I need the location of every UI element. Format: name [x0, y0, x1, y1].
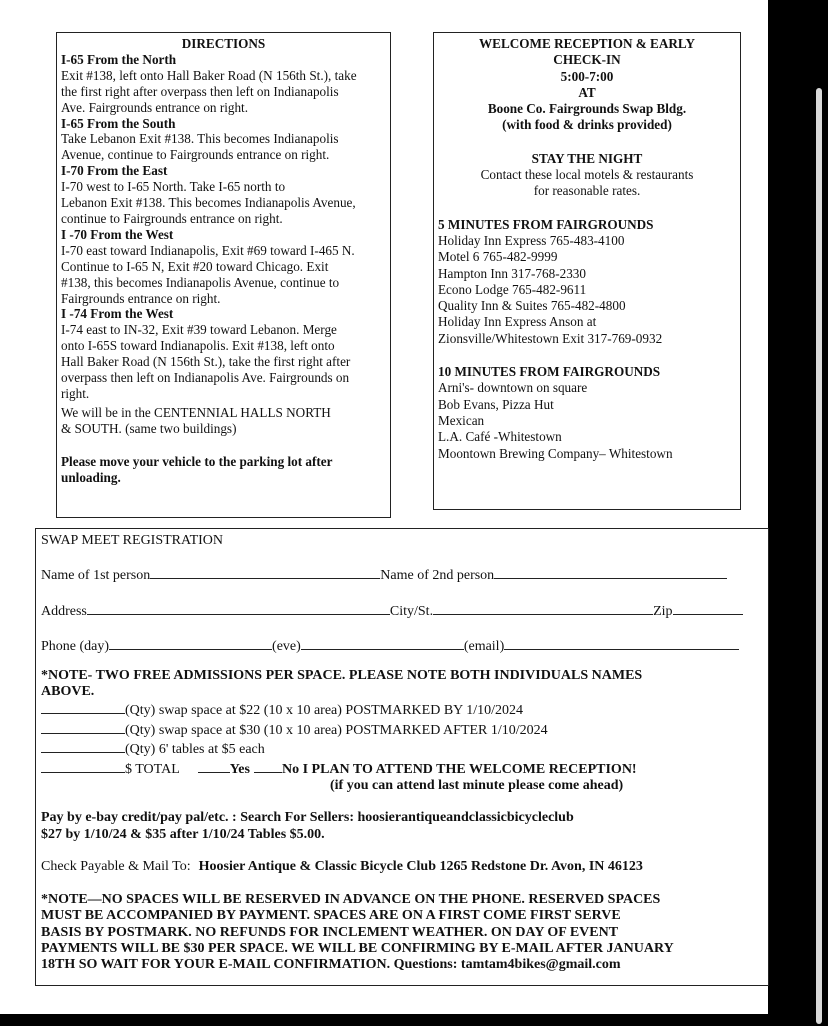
total-field[interactable] — [41, 759, 125, 773]
direction-line: I-70 east toward Indianapolis, Exit #69 toward I-465 N. — [61, 242, 355, 258]
restaurant-item: Bob Evans, Pizza Hut — [438, 396, 554, 412]
address-row — [41, 601, 763, 620]
name2-field[interactable] — [494, 565, 727, 579]
restaurant-item: Arni's- downtown on square — [438, 380, 588, 396]
direction-line: Fairgrounds entrance on right. — [61, 290, 221, 306]
reservation-note-line: PAYMENTS WILL BE $30 PER SPACE. WE WILL BE CONFIRMING BY E-MAIL AFTER JANUARY — [41, 940, 674, 956]
email-field[interactable] — [504, 636, 739, 650]
welcome-line: (with food & drinks provided) — [502, 117, 672, 133]
phone-day-field[interactable] — [109, 636, 272, 650]
welcome-box — [433, 32, 741, 510]
total-row — [41, 759, 763, 778]
reservation-note-line: BASIS BY POSTMARK. NO REFUNDS FOR INCLEMENT WEATHER. ON DAY OF EVENT — [41, 924, 619, 940]
pay-info — [41, 810, 763, 843]
qty-22-field[interactable] — [41, 700, 125, 714]
qty-row-30 — [41, 720, 763, 739]
reservation-note-line: *NOTE—NO SPACES WILL BE RESERVED IN ADVANCE ON THE PHONE. RESERVED SPACES — [41, 891, 661, 907]
welcome-line: 5:00-7:00 — [560, 68, 614, 84]
direction-line: continue to Fairgrounds entrance on right. — [61, 210, 283, 226]
direction-line: right. — [61, 385, 90, 401]
phone-eve-field[interactable] — [301, 636, 464, 650]
address-label: Address — [41, 603, 87, 619]
direction-line: onto I-65S toward Indianapolis. Exit #138, left onto — [61, 338, 335, 354]
welcome-line: CHECK-IN — [553, 52, 621, 68]
names-row — [41, 565, 763, 584]
reservation-note-line: 18TH SO WAIT FOR YOUR E-MAIL CONFIRMATION. Questions: tamtam4bikes@gmail.com — [41, 957, 621, 973]
qty-row-tables — [41, 739, 763, 758]
total-label: $ TOTAL — [125, 761, 180, 777]
stay-line: Contact these local motels & restaurants — [480, 167, 694, 183]
directions-sections — [61, 52, 386, 402]
yes-field[interactable] — [198, 759, 230, 773]
motel-item: Quality Inn & Suites 765-482-4800 — [438, 298, 626, 314]
check-row — [41, 859, 763, 875]
restaurant-item: Moontown Brewing Company– Whitestown — [438, 445, 673, 461]
qty-tables-label: (Qty) 6' tables at $5 each — [125, 742, 265, 758]
qty-row-22 — [41, 700, 763, 719]
centennial-note — [61, 405, 386, 437]
admissions-note-line: ABOVE. — [41, 684, 95, 700]
direction-line: Exit #138, left onto Hall Baker Road (N 156th St.), take — [61, 67, 357, 83]
city-label: City/St. — [389, 603, 434, 619]
parking-line: unloading. — [61, 469, 121, 485]
direction-line: Avenue, continue to Fairgrounds entrance on right. — [61, 147, 330, 163]
stay-line: for reasonable rates. — [533, 183, 641, 199]
scrollbar-thumb[interactable] — [816, 88, 822, 1024]
parking-note — [61, 454, 386, 486]
stay-text — [438, 167, 736, 200]
admissions-note-line: *NOTE- TWO FREE ADMISSIONS PER SPACE. PLEASE NOTE BOTH INDIVIDUALS NAMES — [41, 667, 643, 683]
motel-item: Holiday Inn Express 765-483-4100 — [438, 232, 625, 248]
restaurant-item: L.A. Café -Whitestown — [438, 429, 562, 445]
welcome-line: Boone Co. Fairgrounds Swap Bldg. — [487, 101, 687, 117]
stay-title: STAY THE NIGHT — [531, 150, 643, 166]
last-minute-note: (if you can attend last minute please come ahead) — [330, 778, 624, 794]
parking-line: Please move your vehicle to the parking lot after — [61, 453, 333, 469]
direction-line: I-74 east to IN-32, Exit #39 toward Lebanon. Merge — [61, 322, 337, 338]
centennial-line: We will be in the CENTENNIAL HALLS NORTH — [61, 404, 331, 420]
email-label: (email) — [463, 639, 505, 655]
five-minutes-list — [438, 233, 736, 347]
address-field[interactable] — [87, 601, 390, 615]
zip-label: Zip — [653, 603, 673, 619]
five-minutes-title: 5 MINUTES FROM FAIRGROUNDS — [438, 216, 654, 232]
name1-label: Name of 1st person — [41, 568, 151, 584]
pay-line: $27 by 1/10/24 & $35 after 1/10/24 Tables $5.00. — [41, 826, 325, 842]
direction-heading: I -70 From the West — [61, 226, 174, 242]
motel-item: Hampton Inn 317-768-2330 — [438, 265, 586, 281]
reservation-note — [41, 892, 763, 974]
registration-box — [35, 528, 769, 986]
motel-item: Holiday Inn Express Anson at — [438, 314, 597, 330]
no-label: No I PLAN TO ATTEND THE WELCOME RECEPTION! — [281, 761, 637, 777]
direction-line: Lebanon Exit #138. This becomes Indianapolis Avenue, — [61, 195, 356, 211]
restaurant-item: Mexican — [438, 412, 485, 428]
welcome-title — [438, 36, 736, 134]
direction-line: #138, this becomes Indianapolis Avenue, continue to — [61, 274, 340, 290]
welcome-line: WELCOME RECEPTION & EARLY — [478, 36, 696, 51]
direction-line: Continue to I-65 N, Exit #20 toward Chicago. Exit — [61, 258, 329, 274]
directions-box — [56, 32, 391, 518]
direction-line: I-70 west to I-65 North. Take I-65 north to — [61, 179, 286, 195]
motel-item: Motel 6 765-482-9999 — [438, 249, 558, 265]
welcome-line: AT — [578, 84, 596, 100]
qty-22-label: (Qty) swap space at $22 (10 x 10 area) POSTMARKED BY 1/10/2024 — [125, 703, 524, 719]
direction-heading: I -74 From the West — [61, 306, 174, 322]
no-field[interactable] — [254, 759, 282, 773]
direction-line: Hall Baker Road (N 156th St.), take the first right after — [61, 354, 351, 370]
qty-30-field[interactable] — [41, 720, 125, 734]
check-address: Hoosier Antique & Classic Bicycle Club 1265 Redstone Dr. Avon, IN 46123 — [198, 859, 643, 875]
name1-field[interactable] — [150, 565, 380, 579]
ten-minutes-title: 10 MINUTES FROM FAIRGROUNDS — [438, 364, 661, 380]
direction-heading: I-70 From the East — [61, 163, 168, 179]
reservation-note-line: MUST BE ACCOMPANIED BY PAYMENT. SPACES ARE ON A FIRST COME FIRST SERVE — [41, 908, 621, 924]
motel-item: Econo Lodge 765-482-9611 — [438, 281, 587, 297]
admissions-note — [41, 668, 763, 701]
zip-field[interactable] — [673, 601, 743, 615]
registration-title: SWAP MEET REGISTRATION — [41, 533, 224, 548]
direction-line: overpass then left on Indianapolis Ave. Fairgrounds on — [61, 370, 350, 386]
qty-tables-field[interactable] — [41, 739, 125, 753]
direction-line: the first right after overpass then left on Indianapolis — [61, 83, 339, 99]
direction-line: Take Lebanon Exit #138. This becomes Indianapolis — [61, 131, 339, 147]
ten-minutes-list — [438, 380, 736, 461]
yes-label: Yes — [229, 761, 250, 777]
phone-label: Phone (day) — [41, 639, 110, 655]
direction-heading: I-65 From the South — [61, 115, 176, 131]
name2-label: Name of 2nd person — [380, 568, 495, 584]
pay-line: Pay by e-bay credit/pay pal/etc. : Search For Sellers: hoosierantiqueandclassicbicycleclub — [41, 810, 574, 826]
qty-30-label: (Qty) swap space at $30 (10 x 10 area) POSTMARKED AFTER 1/10/2024 — [125, 722, 548, 738]
directions-title: DIRECTIONS — [181, 36, 266, 51]
motel-item: Zionsville/Whitestown Exit 317-769-0932 — [438, 330, 663, 346]
direction-heading: I-65 From the North — [61, 51, 177, 67]
direction-line: Ave. Fairgrounds entrance on right. — [61, 99, 249, 115]
phone-row — [41, 636, 763, 655]
city-field[interactable] — [433, 601, 653, 615]
centennial-line: & SOUTH. (same two buildings) — [61, 420, 237, 436]
eve-label: (eve) — [272, 639, 301, 655]
check-label: Check Payable & Mail To: — [41, 859, 191, 875]
